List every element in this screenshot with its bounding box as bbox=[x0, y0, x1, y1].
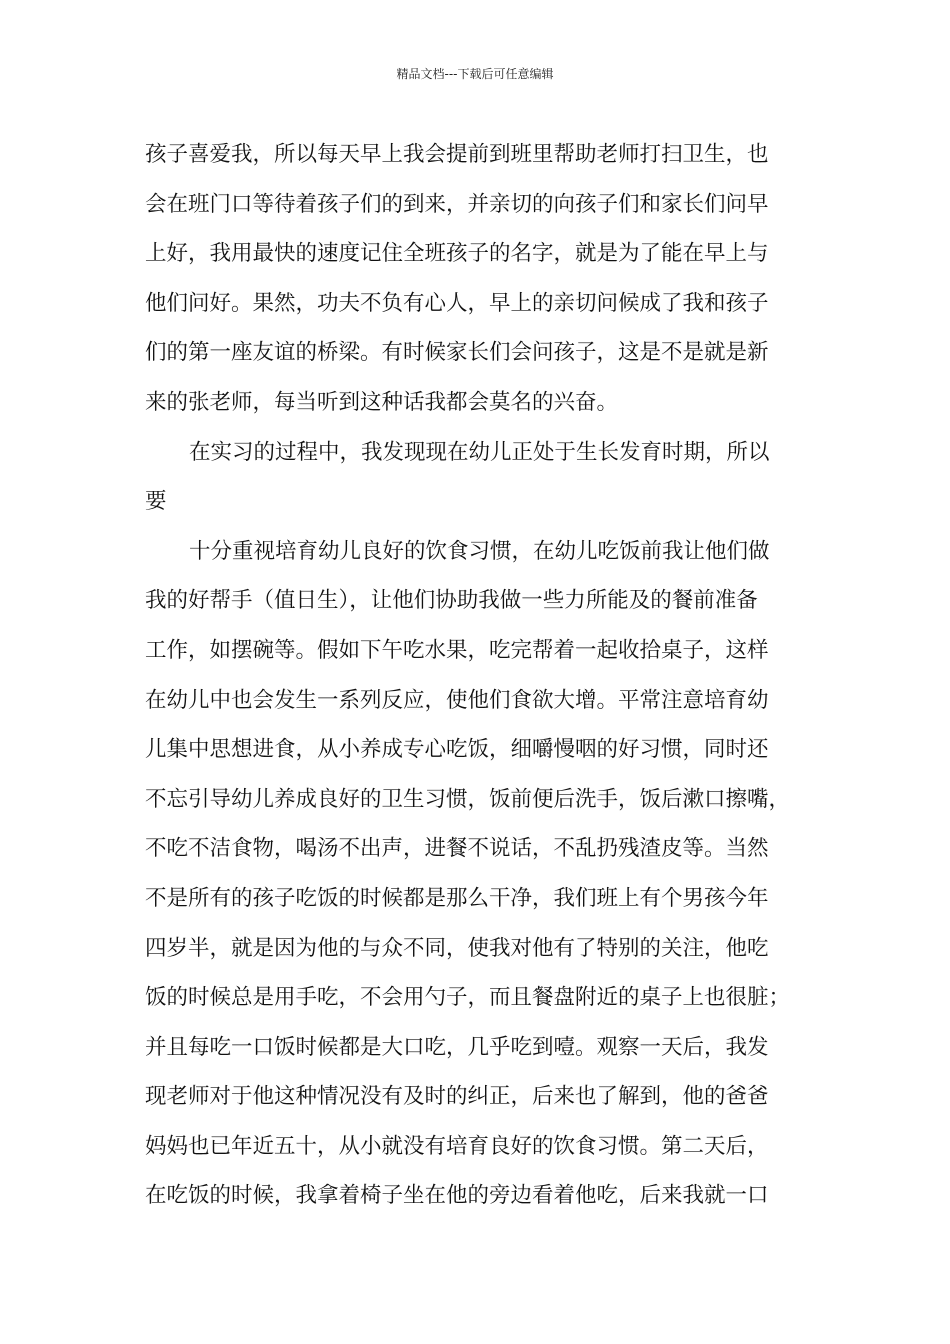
text-line: 十分重视培育幼儿良好的饮食习惯，在幼儿吃饭前我让他们做 bbox=[189, 538, 770, 564]
document-body bbox=[145, 130, 815, 1221]
text-line: 来的张老师，每当听到这种话我都会莫名的兴奋。 bbox=[145, 389, 619, 415]
text-line: 在幼儿中也会发生一系列反应，使他们食欲大增。平常注意培育幼 bbox=[145, 687, 769, 713]
text-line: 不是所有的孩子吃饭的时候都是那么干净，我们班上有个男孩今年 bbox=[145, 885, 769, 911]
text-line: 现老师对于他这种情况没有及时的纠正，后来也了解到，他的爸爸 bbox=[145, 1084, 769, 1110]
paragraph-2 bbox=[145, 428, 815, 527]
text-line: 饭的时候总是用手吃，不会用勺子，而且餐盘附近的桌子上也很脏； bbox=[145, 985, 791, 1011]
text-line: 儿集中思想进食，从小养成专心吃饭，细嚼慢咽的好习惯，同时还 bbox=[145, 737, 769, 763]
text-line: 不忘引导幼儿养成良好的卫生习惯，饭前便后洗手，饭后漱口擦嘴， bbox=[145, 786, 791, 812]
text-line: 工作，如摆碗等。假如下午吃水果，吃完帮着一起收拾桌子，这样 bbox=[145, 637, 769, 663]
paragraph-3 bbox=[145, 527, 815, 1221]
text-line: 们的第一座友谊的桥梁。有时候家长们会问孩子，这是不是就是新 bbox=[145, 340, 769, 366]
text-line: 并且每吃一口饭时候都是大口吃，几乎吃到噎。观察一天后，我发 bbox=[145, 1034, 769, 1060]
text-line: 不吃不洁食物，喝汤不出声，进餐不说话，不乱扔残渣皮等。当然 bbox=[145, 836, 769, 862]
text-line: 会在班门口等待着孩子们的到来，并亲切的向孩子们和家长们问早 bbox=[145, 191, 769, 217]
text-line: 他们问好。果然，功夫不负有心人，早上的亲切问候成了我和孩子 bbox=[145, 290, 769, 316]
page-header: 精品文档---下载后可任意编辑 bbox=[396, 67, 554, 81]
paragraph-1 bbox=[145, 130, 815, 428]
text-line: 在吃饭的时候，我拿着椅子坐在他的旁边看着他吃，后来我就一口 bbox=[145, 1183, 769, 1209]
text-line: 上好，我用最快的速度记住全班孩子的名字，就是为了能在早上与 bbox=[145, 241, 769, 267]
text-line: 我的好帮手（值日生），让他们协助我做一些力所能及的餐前准备 bbox=[145, 588, 758, 614]
text-line: 在实习的过程中，我发现现在幼儿正处于生长发育时期，所以 bbox=[189, 439, 770, 465]
text-line: 孩子喜爱我，所以每天早上我会提前到班里帮助老师打扫卫生，也 bbox=[145, 142, 769, 167]
text-line: 妈妈也已年近五十，从小就没有培育良好的饮食习惯。第二天后， bbox=[145, 1133, 769, 1159]
text-line: 四岁半，就是因为他的与众不同，使我对他有了特别的关注，他吃 bbox=[145, 935, 769, 961]
text-line: 要 bbox=[145, 489, 167, 515]
